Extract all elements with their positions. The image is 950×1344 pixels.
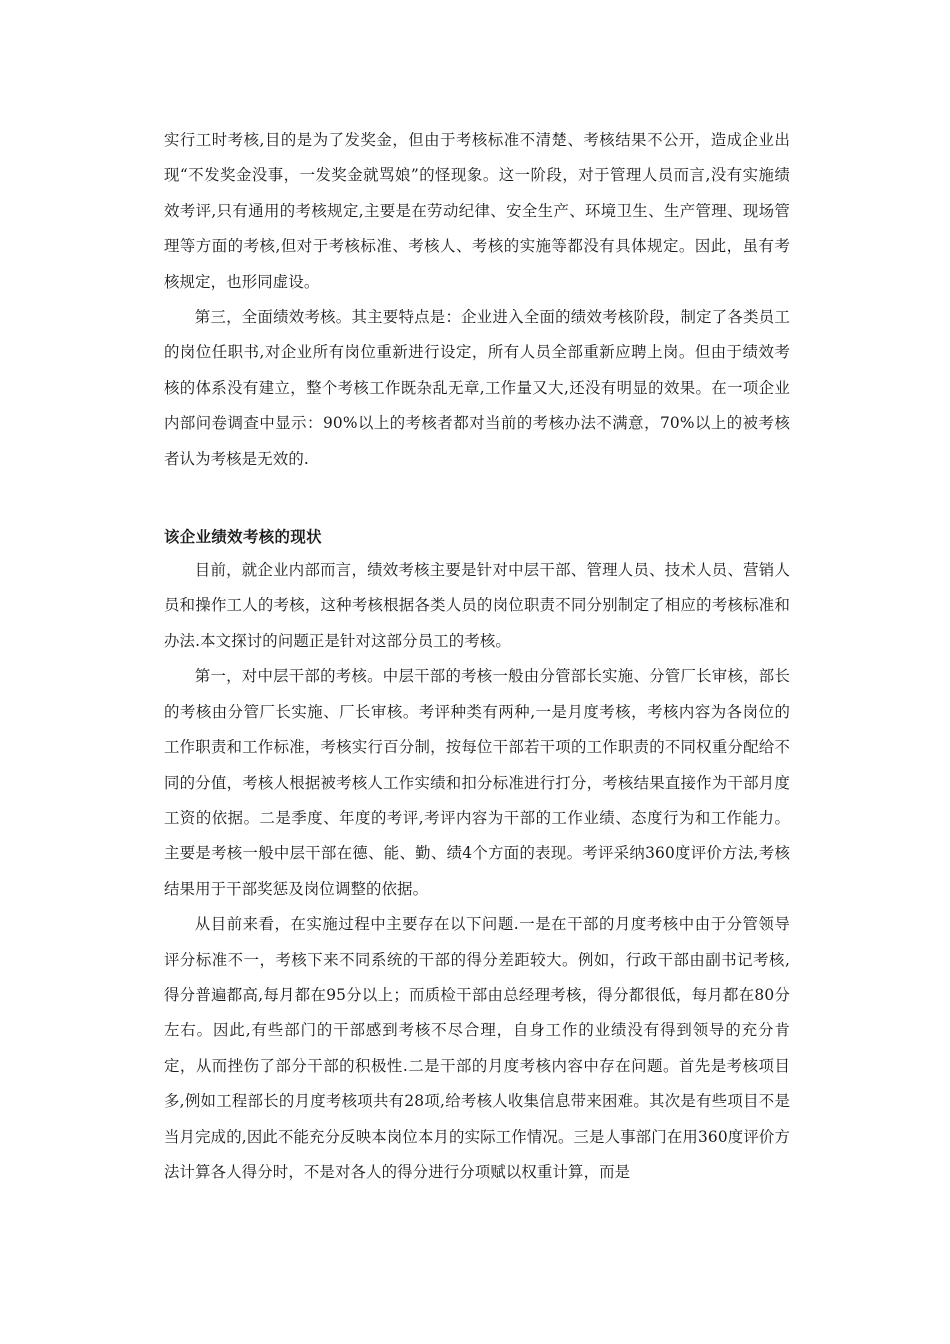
paragraph-middle-management-assessment: 第一，对中层干部的考核。中层干部的考核一般由分管部长实施、分管厂长审核，部长的考核由分管厂长实施、厂长审核。考评种类有两种,一是月度考核，考核内容为各岗位的工作职责和工作标准，考核实行百分制，按每位干部若干项的工作职责的不同权重分配给不同的分值，考核人根据被考核人工作实绩和扣分标准进行打分，考核结果直接作为干部月度工资的依据。二是季度、年度的考评,考评内容为干部的工作业绩、态度行为和工作能力。主要是考核一般中层干部在德、能、勤、绩4个方面的表现。考评采纳360度评价方法,考核结果用于干部奖惩及岗位调整的依据。 [164,667,790,898]
paragraph-work-hour-assessment: 实行工时考核,目的是为了发奖金，但由于考核标准不清楚、考核结果不公开，造成企业出现“不发奖金没事，一发奖金就骂娘”的怪现象。这一阶段，对于管理人员而言,没有实施绩效考评,只有通用的考核规定,主要是在劳动纪律、安全生产、环境卫生、生产管理、现场管理等方面的考核,但对于考核标准、考核人、考核的实施等都没有具体规定。因此，虽有考核规定，也形同虚设。 [164,131,790,291]
paragraph-full-performance-assessment: 第三，全面绩效考核。其主要特点是：企业进入全面的绩效考核阶段，制定了各类员工的岗位任职书,对企业所有岗位重新进行设定，所有人员全部重新应聘上岗。但由于绩效考核的体系没有建立，整个考核工作既杂乱无章,工作量又大,还没有明显的效果。在一项企业内部问卷调查中显示：90%以上的考核者都对当前的考核办法不满意，70%以上的被考核者认为考核是无效的. [164,308,790,468]
document-page [164,123,790,1190]
paragraph-existing-problems: 从目前来看，在实施过程中主要存在以下问题.一是在干部的月度考核中由于分管领导评分标准不一，考核下来不同系统的干部的得分差距较大。例如，行政干部由副书记考核,得分普遍都高,每月都在95分以上；而质检干部由总经理考核，得分都很低，每月都在80分左右。因此,有些部门的干部感到考核不尽合理，自身工作的业绩没有得到领导的充分肯定，从而挫伤了部分干部的积极性.二是干部的月度考核内容中存在问题。首先是考核项目多,例如工程部长的月度考核项共有28项,给考核人收集信息带来困难。其次是有些项目不是当月完成的,因此不能充分反映本岗位本月的实际工作情况。三是人事部门在用360度评价方法计算各人得分时，不是对各人的得分进行分项赋以权重计算，而是 [164,915,790,1181]
section-heading: 该企业绩效考核的现状 [164,528,322,547]
paragraph-current-scope: 目前，就企业内部而言，绩效考核主要是针对中层干部、管理人员、技术人员、营销人员和操作工人的考核，这种考核根据各类人员的岗位职责不同分别制定了相应的考核标准和办法.本文探讨的问题正是针对这部分员工的考核。 [164,561,790,650]
